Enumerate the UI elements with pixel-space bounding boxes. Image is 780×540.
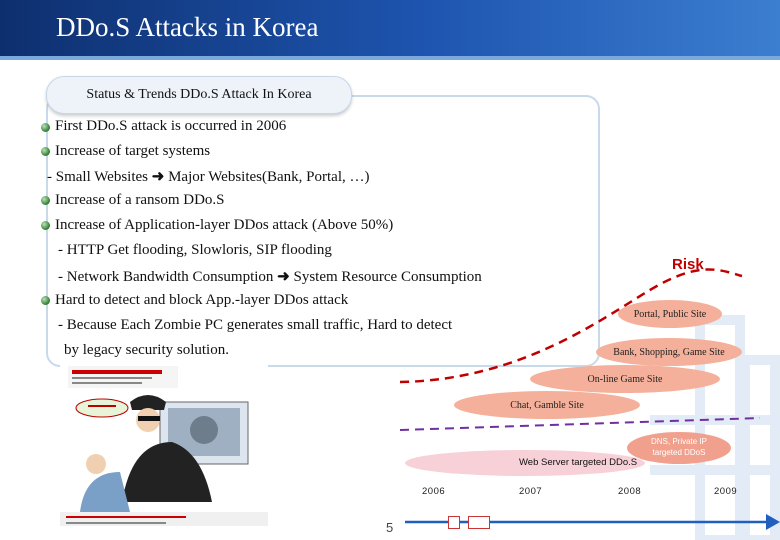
stage-bank-shopping-label: Bank, Shopping, Game Site <box>613 346 725 358</box>
sub-zombie-pc: - Because Each Zombie PC generates small traffic, Hard to detect <box>58 317 453 333</box>
stage-chat-gamble-label: Chat, Gamble Site <box>510 399 584 411</box>
right-arrow-icon: ➜ <box>151 169 165 185</box>
stage-web-server-label: Web Server targeted DDo.S <box>519 457 638 468</box>
risk-label: Risk <box>672 256 704 273</box>
nav-square-small[interactable] <box>448 516 460 529</box>
stage-bank-shopping <box>596 338 742 366</box>
year-2007: 2007 <box>519 486 543 497</box>
stage-online-game <box>530 365 720 393</box>
page-number: 5 <box>386 520 394 535</box>
stage-portal-public <box>618 300 722 328</box>
stage-dns-line2: targeted DDoS <box>652 448 706 457</box>
bullet-hard-to-detect: Hard to detect and block App.-layer DDos attack <box>55 292 349 308</box>
stage-online-game-label: On-line Game Site <box>587 373 663 385</box>
stage-chat-gamble <box>454 391 640 419</box>
bullet-target-systems: Increase of target systems <box>55 143 211 159</box>
year-2006: 2006 <box>422 486 446 497</box>
bullet-app-layer: Increase of Application-layer DDos attack (Above 50%) <box>55 217 394 233</box>
right-arrow-icon: ➜ <box>277 269 290 285</box>
year-2008: 2008 <box>618 486 642 497</box>
sub-system-resource: System Resource Consumption <box>293 269 482 285</box>
stage-dns-private-ip <box>627 432 731 464</box>
slide-title: DDo.S Attacks in Korea <box>56 12 319 42</box>
bullet-ransom: Increase of a ransom DDo.S <box>55 192 225 208</box>
sub-major-websites: Major Websites(Bank, Portal, …) <box>168 169 370 185</box>
year-2009: 2009 <box>714 486 738 497</box>
bullet-first-attack: First DDo.S attack is occurred in 2006 <box>55 118 287 134</box>
sub-legacy-solution: by legacy security solution. <box>64 342 229 358</box>
sub-network-bandwidth: - Network Bandwidth Consumption <box>58 269 274 285</box>
sub-small-websites: - Small Websites <box>47 169 149 185</box>
stage-portal-public-label: Portal, Public Site <box>633 308 707 320</box>
nav-square-wide[interactable] <box>468 516 490 529</box>
sub-http-flooding: - HTTP Get flooding, Slowloris, SIP flooding <box>58 242 332 258</box>
section-heading: Status & Trends DDo.S Attack In Korea <box>86 87 312 102</box>
stage-dns-line1: DNS, Private IP <box>650 437 707 446</box>
